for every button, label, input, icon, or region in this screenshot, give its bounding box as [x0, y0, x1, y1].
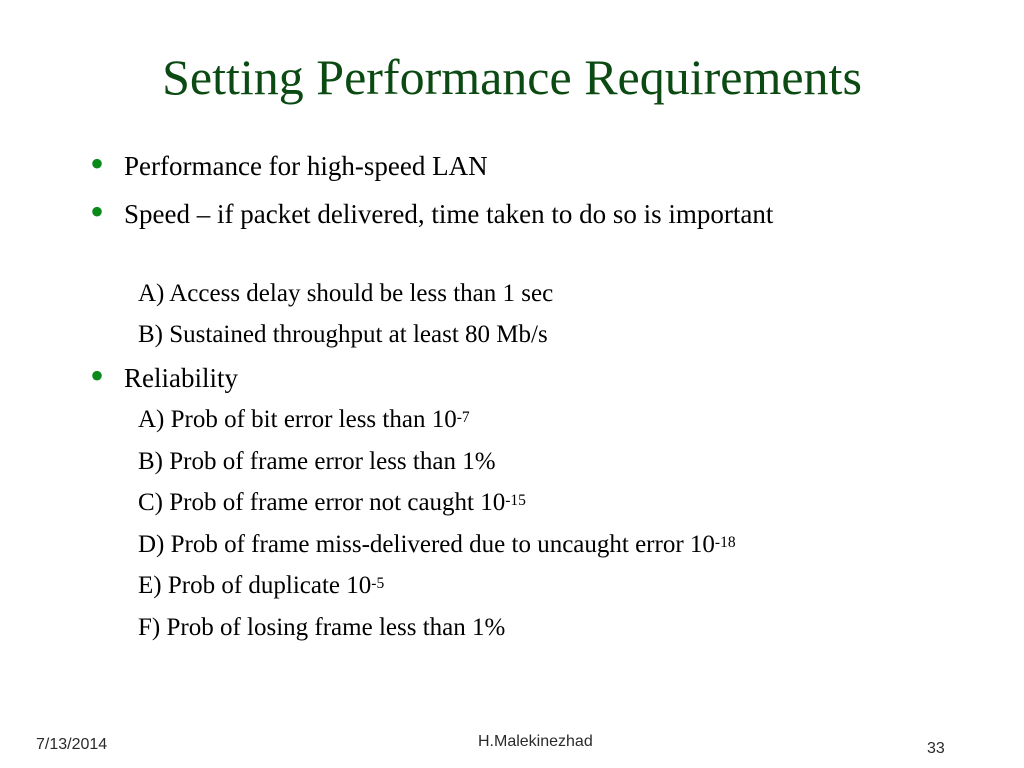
footer-page-number: 33 — [927, 740, 945, 757]
bullet-text: Performance for high-speed LAN — [124, 151, 488, 181]
reliability-item-b: B) Prob of frame error less than 1% — [138, 448, 496, 475]
bullet-reliability — [90, 353, 830, 398]
bullet-dot-icon: • — [90, 141, 105, 186]
speed-item-a: A) Access delay should be less than 1 sec — [138, 280, 554, 307]
bullet-dot-icon: • — [90, 189, 105, 234]
reliability-item-c: C) Prob of frame error not caught $10^{-15}$ — [138, 489, 526, 516]
reliability-item-f: F) Prob of losing frame less than 1% — [138, 614, 506, 641]
slide-title: Setting Performance Requirements — [162, 49, 862, 105]
reliability-item-d: D) Prob of frame miss-delivered due to uncaught error $10^{-18}$ — [138, 531, 736, 558]
footer-author: H.Malekinezhad — [478, 733, 593, 750]
reliability-item-e: E) Prob of duplicate $10^{-5}$ — [138, 572, 385, 599]
speed-item-b: B) Sustained throughput at least 80 Mb/s — [138, 321, 548, 348]
reliability-item-a: A) Prob of bit error less than $10^{-7}$ — [138, 406, 470, 433]
bullet-speed — [90, 189, 830, 234]
bullet-text: Speed – if packet delivered, time taken to do so is important — [124, 199, 774, 229]
bullet-performance — [90, 141, 830, 186]
footer-date: 7/13/2014 — [36, 736, 108, 753]
bullet-text: Reliability — [124, 363, 238, 393]
bullet-dot-icon: • — [90, 353, 105, 398]
